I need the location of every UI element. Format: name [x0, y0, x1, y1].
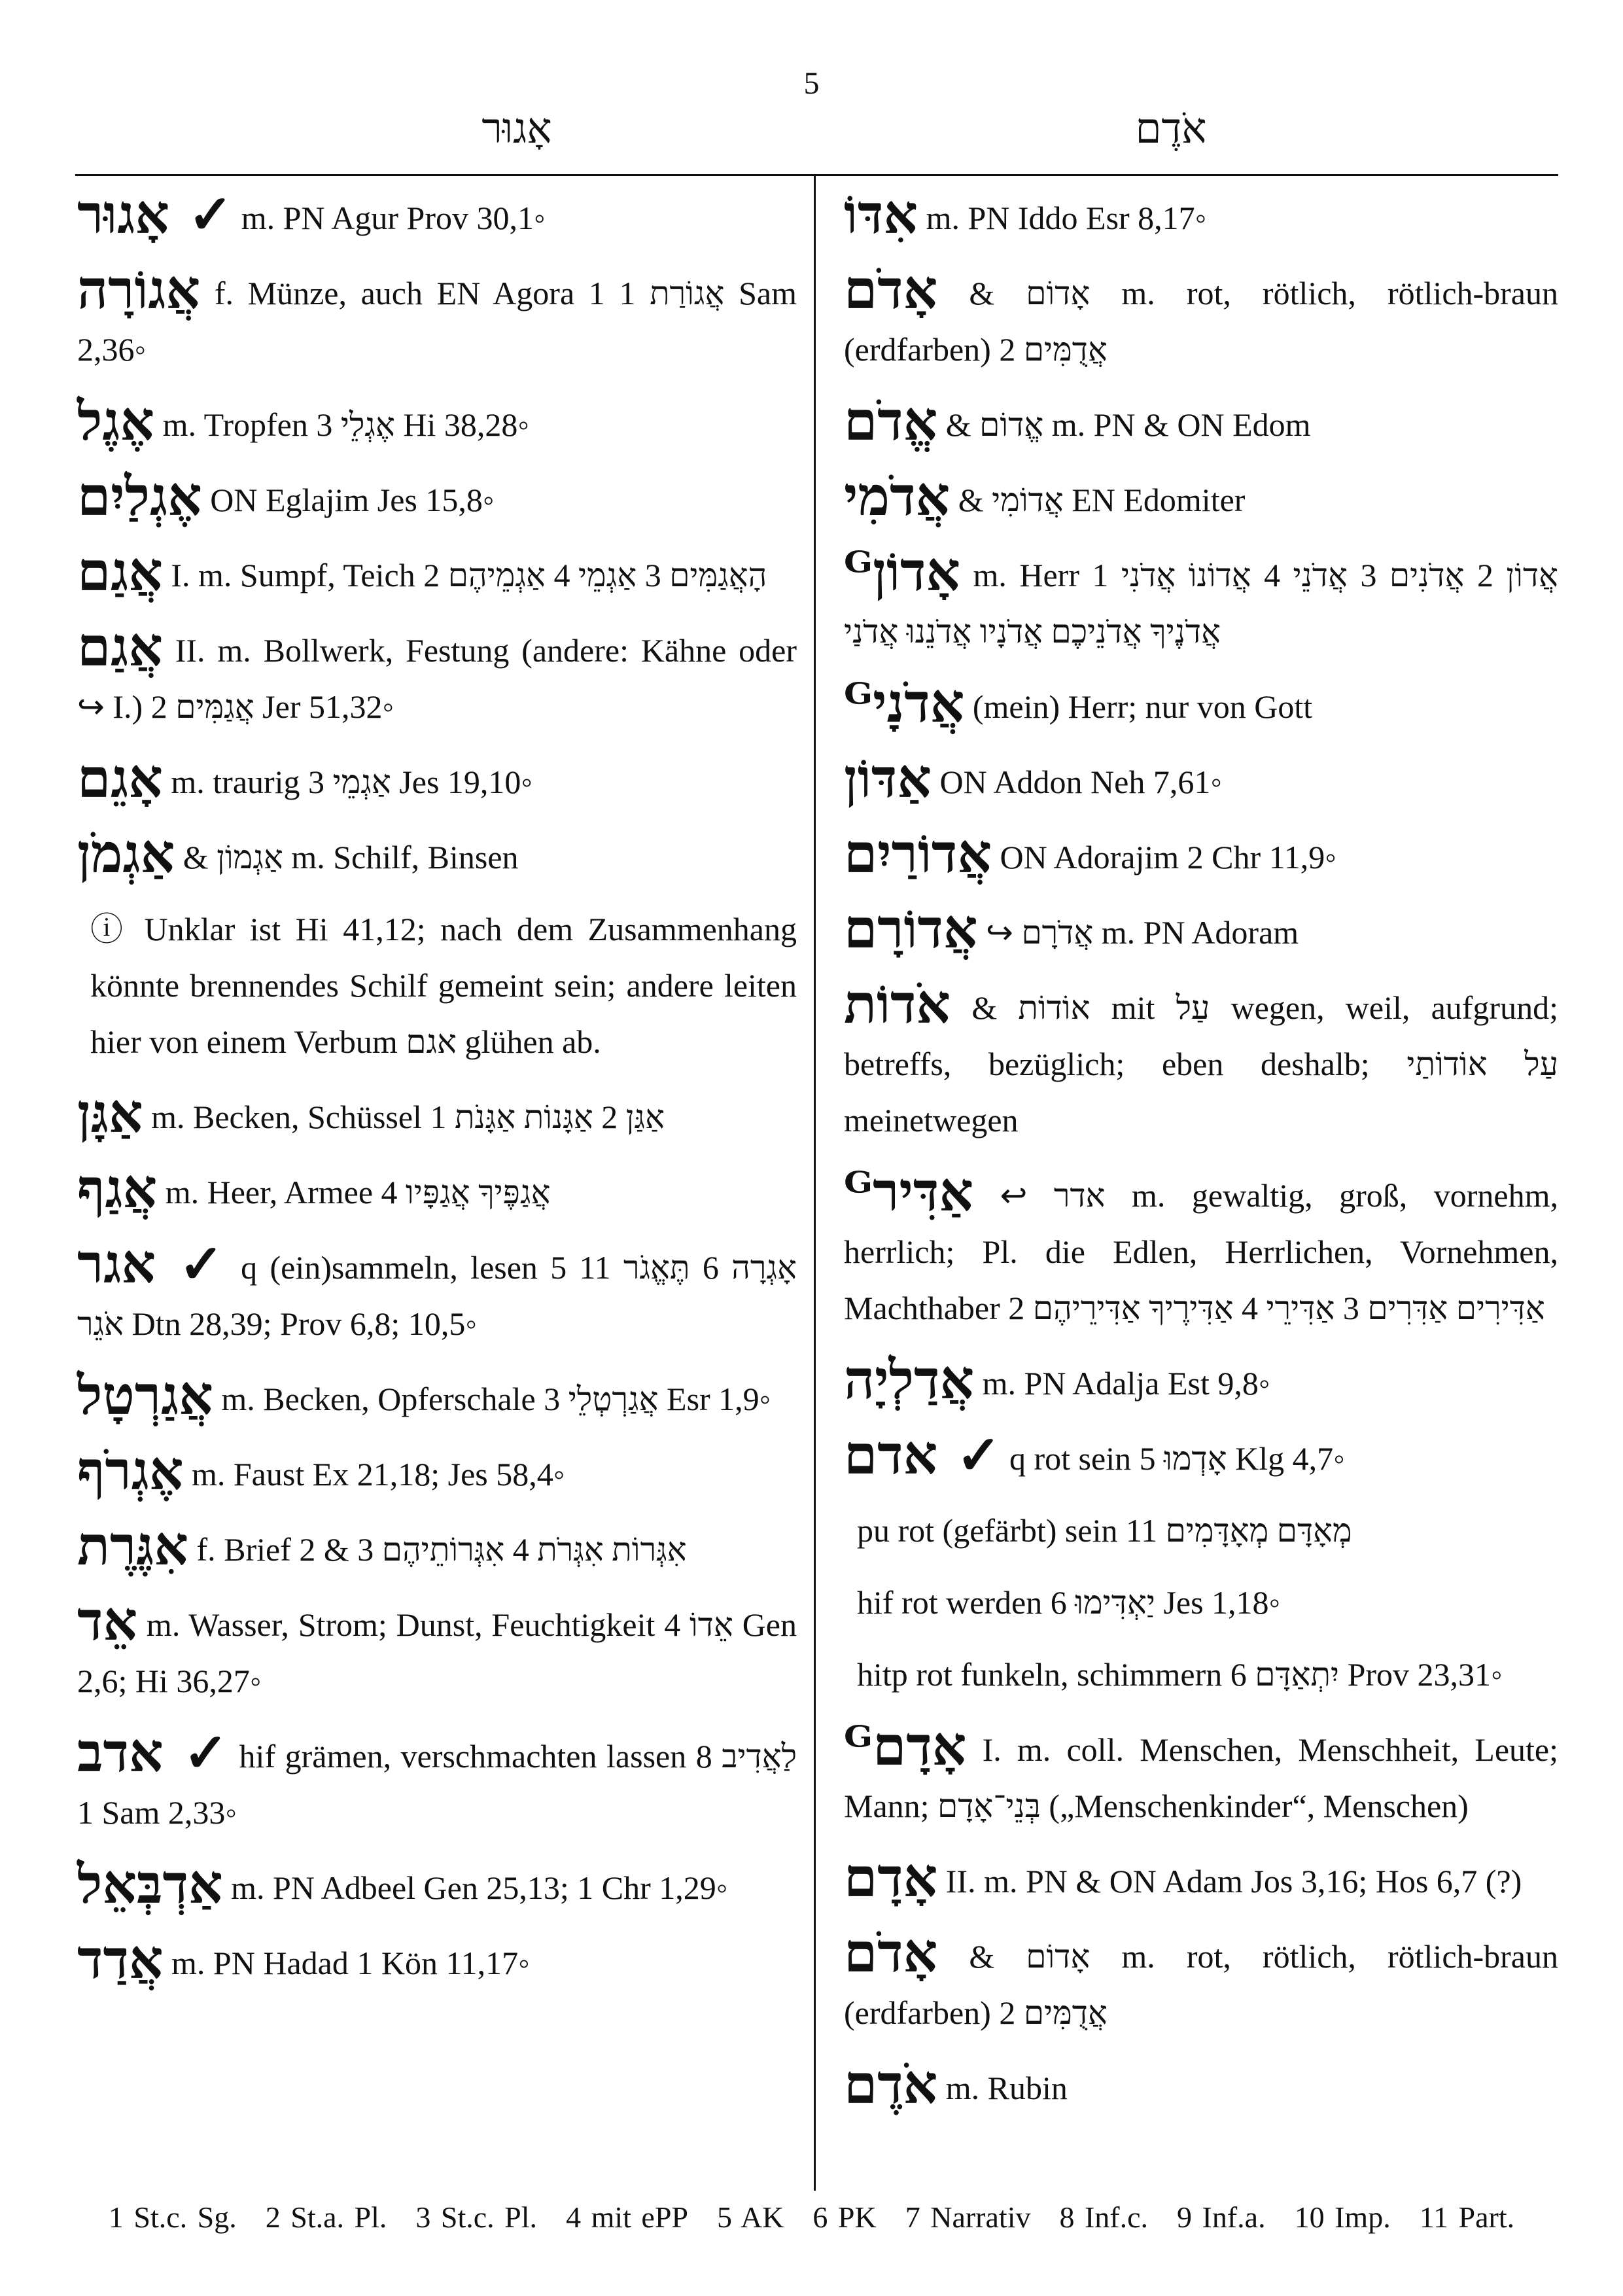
entry-lemma: אֵד [77, 1590, 138, 1653]
entry-text: m. Rubin [945, 2070, 1068, 2106]
entry-text: II. m. Bollwerk, Festung (andere: Kähne oder ↪ I.) 2 אֲגַמִּים Jer 51,32◦ [77, 632, 797, 725]
entry-text: I. m. Sumpf, Teich 2 הָאֲגַמִּים 3 אַגְמֵי 4 אַגְמֵיהֶם [171, 557, 767, 593]
entry-lemma: אַגְמֹן [77, 822, 175, 885]
entry-text: ON Addon Neh 7,61◦ [939, 764, 1223, 800]
dictionary-entry [77, 1928, 797, 1991]
dictionary-entry [77, 1157, 797, 1220]
dictionary-entry [77, 540, 797, 603]
entry-text: & אָדוֹם m. rot, rötlich, rötlich-braun (erdfarben) 2 אֲדֻמִּים [844, 1938, 1558, 2031]
dictionary-entry [77, 1082, 797, 1145]
entry-lemma: אֲגַם [77, 540, 163, 603]
footer-abbreviation: 5 AK [717, 2200, 784, 2234]
dictionary-entry [77, 1364, 797, 1427]
dictionary-entry [844, 258, 1558, 378]
footer-abbreviation: 9 Inf.a. [1177, 2200, 1266, 2234]
entry-lemma: ✓ אדב [77, 1722, 230, 1784]
dictionary-entry [844, 822, 1558, 885]
entry-lemma: אִדּוֹ [844, 183, 918, 246]
dictionary-entry [844, 1922, 1558, 2041]
dictionary-entry [77, 822, 797, 885]
entry-lemma: אָדָםᴳ [844, 1715, 967, 1778]
entry-text: & אֱדוֹם m. PN & ON Edom [945, 406, 1311, 443]
right-column [844, 183, 1559, 2132]
entry-lemma: ✓ אגר [77, 1233, 228, 1296]
entry-lemma: אֲגַם [77, 616, 163, 679]
dictionary-entry [844, 1715, 1559, 1834]
entry-lemma: אַדִּירᴳ [844, 1161, 973, 1224]
footer-abbreviation: 4 mit ePP [566, 2200, 688, 2234]
entry-lemma: אֶגְלַיִם [77, 465, 202, 528]
entry-text: m. Herr 1 אֲדוֹן 2 אֲדֹנִים 3 אֲדֹנֵי 4 אֲדוֹנוֹ אֲדֹנִי אֲדֹנֶיךָ אֲדֹנֵיכֶם אֲדֹנָיו אֲדֹנֵנוּ אֲדֹנַי [844, 557, 1559, 650]
dictionary-entry [844, 1424, 1558, 1487]
dictionary-entry [77, 1722, 797, 1841]
entry-lemma: אַדְבְּאֵל [77, 1853, 223, 1916]
entry-lemma: אַגָּן [77, 1082, 143, 1145]
guide-word-right: אֹדֶם [1135, 105, 1207, 153]
entry-text: q rot sein 5 אָדְמוּ Klg 4,7◦ [1009, 1440, 1345, 1477]
entry-text: m. Faust Ex 21,18; Jes 58,4◦ [191, 1456, 565, 1492]
dictionary-entry [844, 2053, 1558, 2116]
entry-text: I. m. coll. Menschen, Menschheit, Leute; Mann; בְּנֵי־אָדָם („Menschenkinder“, Menschen) [844, 1731, 1559, 1824]
footer-abbreviation: 10 Imp. [1294, 2200, 1391, 2234]
dictionary-entry [77, 747, 797, 810]
footer-abbreviation: 6 PK [812, 2200, 877, 2234]
dictionary-entry [77, 465, 797, 528]
entry-lemma: ✓ אָגוּר [77, 183, 234, 246]
dictionary-entry [77, 1515, 797, 1578]
dictionary-entry [844, 898, 1558, 961]
entry-lemma: אֹדוֹת [844, 973, 951, 1036]
dictionary-entry [844, 1502, 1558, 1559]
dictionary-entry [844, 465, 1558, 528]
entry-lemma: אֲגַף [77, 1157, 158, 1220]
entry-lemma: אֲדוֹרַיִם [844, 822, 992, 885]
dictionary-entry [77, 1439, 797, 1502]
entry-lemma: אֹדֶם [844, 2053, 938, 2116]
footer-abbreviation: 11 Part. [1419, 2200, 1515, 2234]
entry-text: f. Brief 2 & 3 אִגְּרוֹת אִגְּרֹת 4 אִגְּרוֹתֵיהֶם [196, 1531, 687, 1568]
entry-lemma: אָדָם [844, 1846, 938, 1909]
entry-text: & אוֹדוֹת mit עַל wegen, weil, aufgrund; betreffs, bezüglich; eben deshalb; עַל אוֹדוֹתַי meinetwegen [844, 989, 1558, 1139]
dictionary-entry [844, 540, 1559, 660]
dictionary-entry [844, 1646, 1558, 1703]
entry-lemma: אֶגְרֹף [77, 1439, 184, 1502]
entry-text: m. PN Agur Prov 30,1◦ [241, 200, 546, 236]
entry-text: pu rot (gefärbt) sein 11 מְאָדָּם מְאָדָּמִים [857, 1512, 1352, 1549]
entry-lemma: אֲדַד [77, 1928, 164, 1991]
entry-lemma: אֲדוֹרָם [844, 898, 978, 961]
entry-text: m. PN Iddo Esr 8,17◦ [926, 200, 1207, 236]
dictionary-entry [77, 258, 797, 378]
entry-lemma: אֱדֹם [844, 390, 938, 453]
entry-text: m. traurig 3 אַגְמֵי Jes 19,10◦ [171, 764, 533, 800]
entry-lemma: אָגֵם [77, 747, 163, 810]
dictionary-entry [77, 183, 797, 246]
header-rule [75, 174, 1558, 176]
dictionary-entry [844, 1349, 1558, 1411]
entry-text: m. PN Adalja Est 9,8◦ [982, 1365, 1270, 1402]
entry-text: & אַגְמוֹן m. Schilf, Binsen [183, 839, 519, 875]
entry-text: (mein) Herr; nur von Gott [972, 688, 1313, 725]
entry-text: hif grämen, verschmachten lassen 8 לַאֲדִיב 1 Sam 2,33◦ [77, 1738, 797, 1831]
entry-lemma: אֲדֹנָיᴳ [844, 672, 965, 735]
footer-abbreviation: 8 Inf.c. [1059, 2200, 1149, 2234]
guide-word-left: אָגוּר [481, 105, 552, 153]
dictionary-entry [844, 973, 1558, 1148]
entry-text: ON Adorajim 2 Chr 11,9◦ [1000, 839, 1336, 875]
entry-text: m. PN Hadad 1 Kön 11,17◦ [171, 1945, 530, 1981]
dictionary-entry [844, 183, 1558, 246]
entry-text: m. PN Adbeel Gen 25,13; 1 Chr 1,29◦ [231, 1869, 728, 1906]
entry-lemma: אָדֹם [844, 1922, 938, 1985]
entry-text: ⓘ Unklar ist Hi 41,12; nach dem Zusammenhang könnte brennendes Schilf gemeint sein; andere leiten hier von einem Verbum אגם glühen ab. [90, 911, 797, 1060]
entry-text: & אָדוֹם m. rot, rötlich, rötlich-braun (erdfarben) 2 אֲדֻמִּים [844, 275, 1558, 368]
abbreviation-footer [0, 2200, 1623, 2234]
entry-text: f. Münze, auch EN Agora 1 אֲגוֹרַת 1 Sam 2,36◦ [77, 275, 797, 368]
entry-lemma: אֲגוֹרָה [77, 258, 201, 321]
dictionary-entry [77, 1233, 797, 1352]
entry-text: m. Becken, Schüssel 1 אַגַּן 2 אַגָּנוֹת אַגָּנֹת [151, 1099, 665, 1135]
dictionary-entry [844, 672, 1558, 735]
entry-text: m. Becken, Opferschale 3 אֲגַרְטְלֵי Esr 1,9◦ [221, 1381, 771, 1417]
entry-text: & אֲדוֹמִי EN Edomiter [958, 482, 1246, 518]
entry-lemma: אָדוֹןᴳ [844, 540, 961, 603]
dictionary-entry [844, 1161, 1558, 1336]
entry-text: ↩ אדר m. gewaltig, groß, vornehm, herrlich; Pl. die Edlen, Herrlichen, Vornehmen, Machthaber 2 אַדִּירִים אַדִּרִים 3 אַדִּירֵי 4 אַדִּירֶיךָ אַדִּירֵיהֶם [844, 1177, 1558, 1326]
entry-text: m. Heer, Armee 4 אֲגַפֶּיךָ אֲגַפָּיו [165, 1174, 551, 1210]
entry-text: ON Eglajim Jes 15,8◦ [210, 482, 495, 518]
dictionary-entry [844, 1846, 1558, 1909]
dictionary-entry [844, 390, 1558, 453]
entry-text: II. m. PN & ON Adam Jos 3,16; Hos 6,7 (?) [945, 1863, 1522, 1899]
entry-lemma: אַדּוֹן [844, 747, 932, 810]
dictionary-entry [77, 390, 797, 453]
page-number: 5 [803, 66, 820, 101]
dictionary-entry [77, 901, 797, 1070]
entry-lemma: אָדֹם [844, 258, 938, 321]
dictionary-entry [77, 1590, 797, 1709]
entry-text: q (ein)sammeln, lesen 5 אָגְרָה 6 תֶּאֱגֹר 11 אֹגֵר Dtn 28,39; Prov 6,8; 10,5◦ [77, 1249, 797, 1342]
footer-abbreviation: 1 St.c. Sg. [108, 2200, 237, 2234]
dictionary-entry [77, 616, 797, 735]
entry-text: m. Wasser, Strom; Dunst, Feuchtigkeit 4 אֵדוֹ Gen 2,6; Hi 36,27◦ [77, 1606, 797, 1699]
footer-abbreviation: 7 Narrativ [905, 2200, 1031, 2234]
entry-lemma: אֲגַרְטָל [77, 1364, 213, 1427]
entry-lemma: ✓ אדם [844, 1424, 1002, 1487]
column-divider [814, 175, 816, 2191]
entry-lemma: אֲדַלְיָה [844, 1349, 975, 1411]
dictionary-entry [77, 1853, 797, 1916]
entry-text: hitp rot funkeln, schimmern 6 יִתְאַדָּם Prov 23,31◦ [857, 1656, 1503, 1693]
entry-text: m. Tropfen 3 אֶגְלֵי Hi 38,28◦ [162, 406, 530, 443]
footer-abbreviation: 3 St.c. Pl. [415, 2200, 538, 2234]
footer-abbreviation: 2 St.a. Pl. [265, 2200, 387, 2234]
entry-text: ↪ אֲדֹרָם m. PN Adoram [986, 914, 1299, 951]
entry-lemma: אֲדֹמִי [844, 465, 951, 528]
entry-lemma: אִגֶּרֶת [77, 1515, 189, 1578]
left-column [77, 183, 797, 2007]
dictionary-entry [844, 747, 1558, 810]
entry-lemma: אֶגֶל [77, 390, 155, 453]
dictionary-entry [844, 1574, 1558, 1631]
entry-text: hif rot werden 6 יַאְדִּימוּ Jes 1,18◦ [857, 1584, 1281, 1621]
